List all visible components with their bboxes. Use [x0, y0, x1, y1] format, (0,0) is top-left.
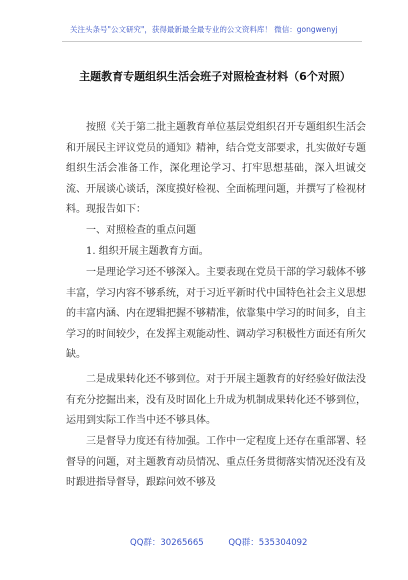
paragraph-text: 二是成果转化还不够到位。对于开展主题教育的好经验好做法没有充分挖掘出来，没有及时固化上升成为机制成果转化还不够到位，运用到实际工作当中还不够具体。	[66, 374, 366, 426]
body-paragraph-point-2	[66, 370, 366, 432]
document-title: 主题教育专题组织生活会班子对照检查材料（6个对照）	[79, 70, 351, 83]
paragraph-text: 按照《关于第二批主题教育单位基层党组织召开专题组织生活会和开展民主评议党员的通知》精神，结合党支部要求，扎实做好专题组织生活会准备工作，深化理论学习、打牢思想基础，深入坦诚交流、开展谈心谈话，深度摸好检视、全面梳理问题，并撰写了检视材料。现报告如下：	[66, 122, 366, 215]
footer-contact	[130, 538, 330, 549]
paragraph-text: 一是理论学习还不够深入。主要表现在党员干部的学习载体不够丰富，学习内容不够系统，对于习近平新时代中国特色社会主义思想的丰富内涵、内在逻辑把握不够精准，依靠集中学习的时间多，自主学习的时间较少，在发挥主观能动性、调动学习积极性方面还有所欠缺。	[66, 267, 366, 360]
subsection-heading-1	[66, 242, 366, 263]
section-heading-1	[66, 221, 366, 242]
paragraph-text: 三是督导力度还有待加强。工作中一定程度上还存在重部署、轻督导的问题，对主题教育动员情况、重点任务贯彻落实情况还没有及时跟进指导督导，跟踪问效不够及	[66, 436, 366, 488]
paragraph-text: 一、对照检查的重点问题	[86, 225, 196, 236]
body-paragraph-point-3	[66, 432, 366, 494]
footer-qq-group-1: QQ群：30265665	[130, 538, 204, 548]
paragraph-text: 1. 组织开展主题教育方面。	[86, 246, 209, 257]
header-promo-note: 关注头条号"公文研究"，获得最新最全最专业的公文资料库！ 微信：gongwenyj	[70, 25, 338, 34]
header-divider	[62, 41, 362, 42]
body-paragraph-point-1	[66, 263, 366, 366]
footer-qq-group-2: QQ群：535304092	[228, 538, 308, 548]
body-paragraph-intro	[66, 118, 366, 221]
